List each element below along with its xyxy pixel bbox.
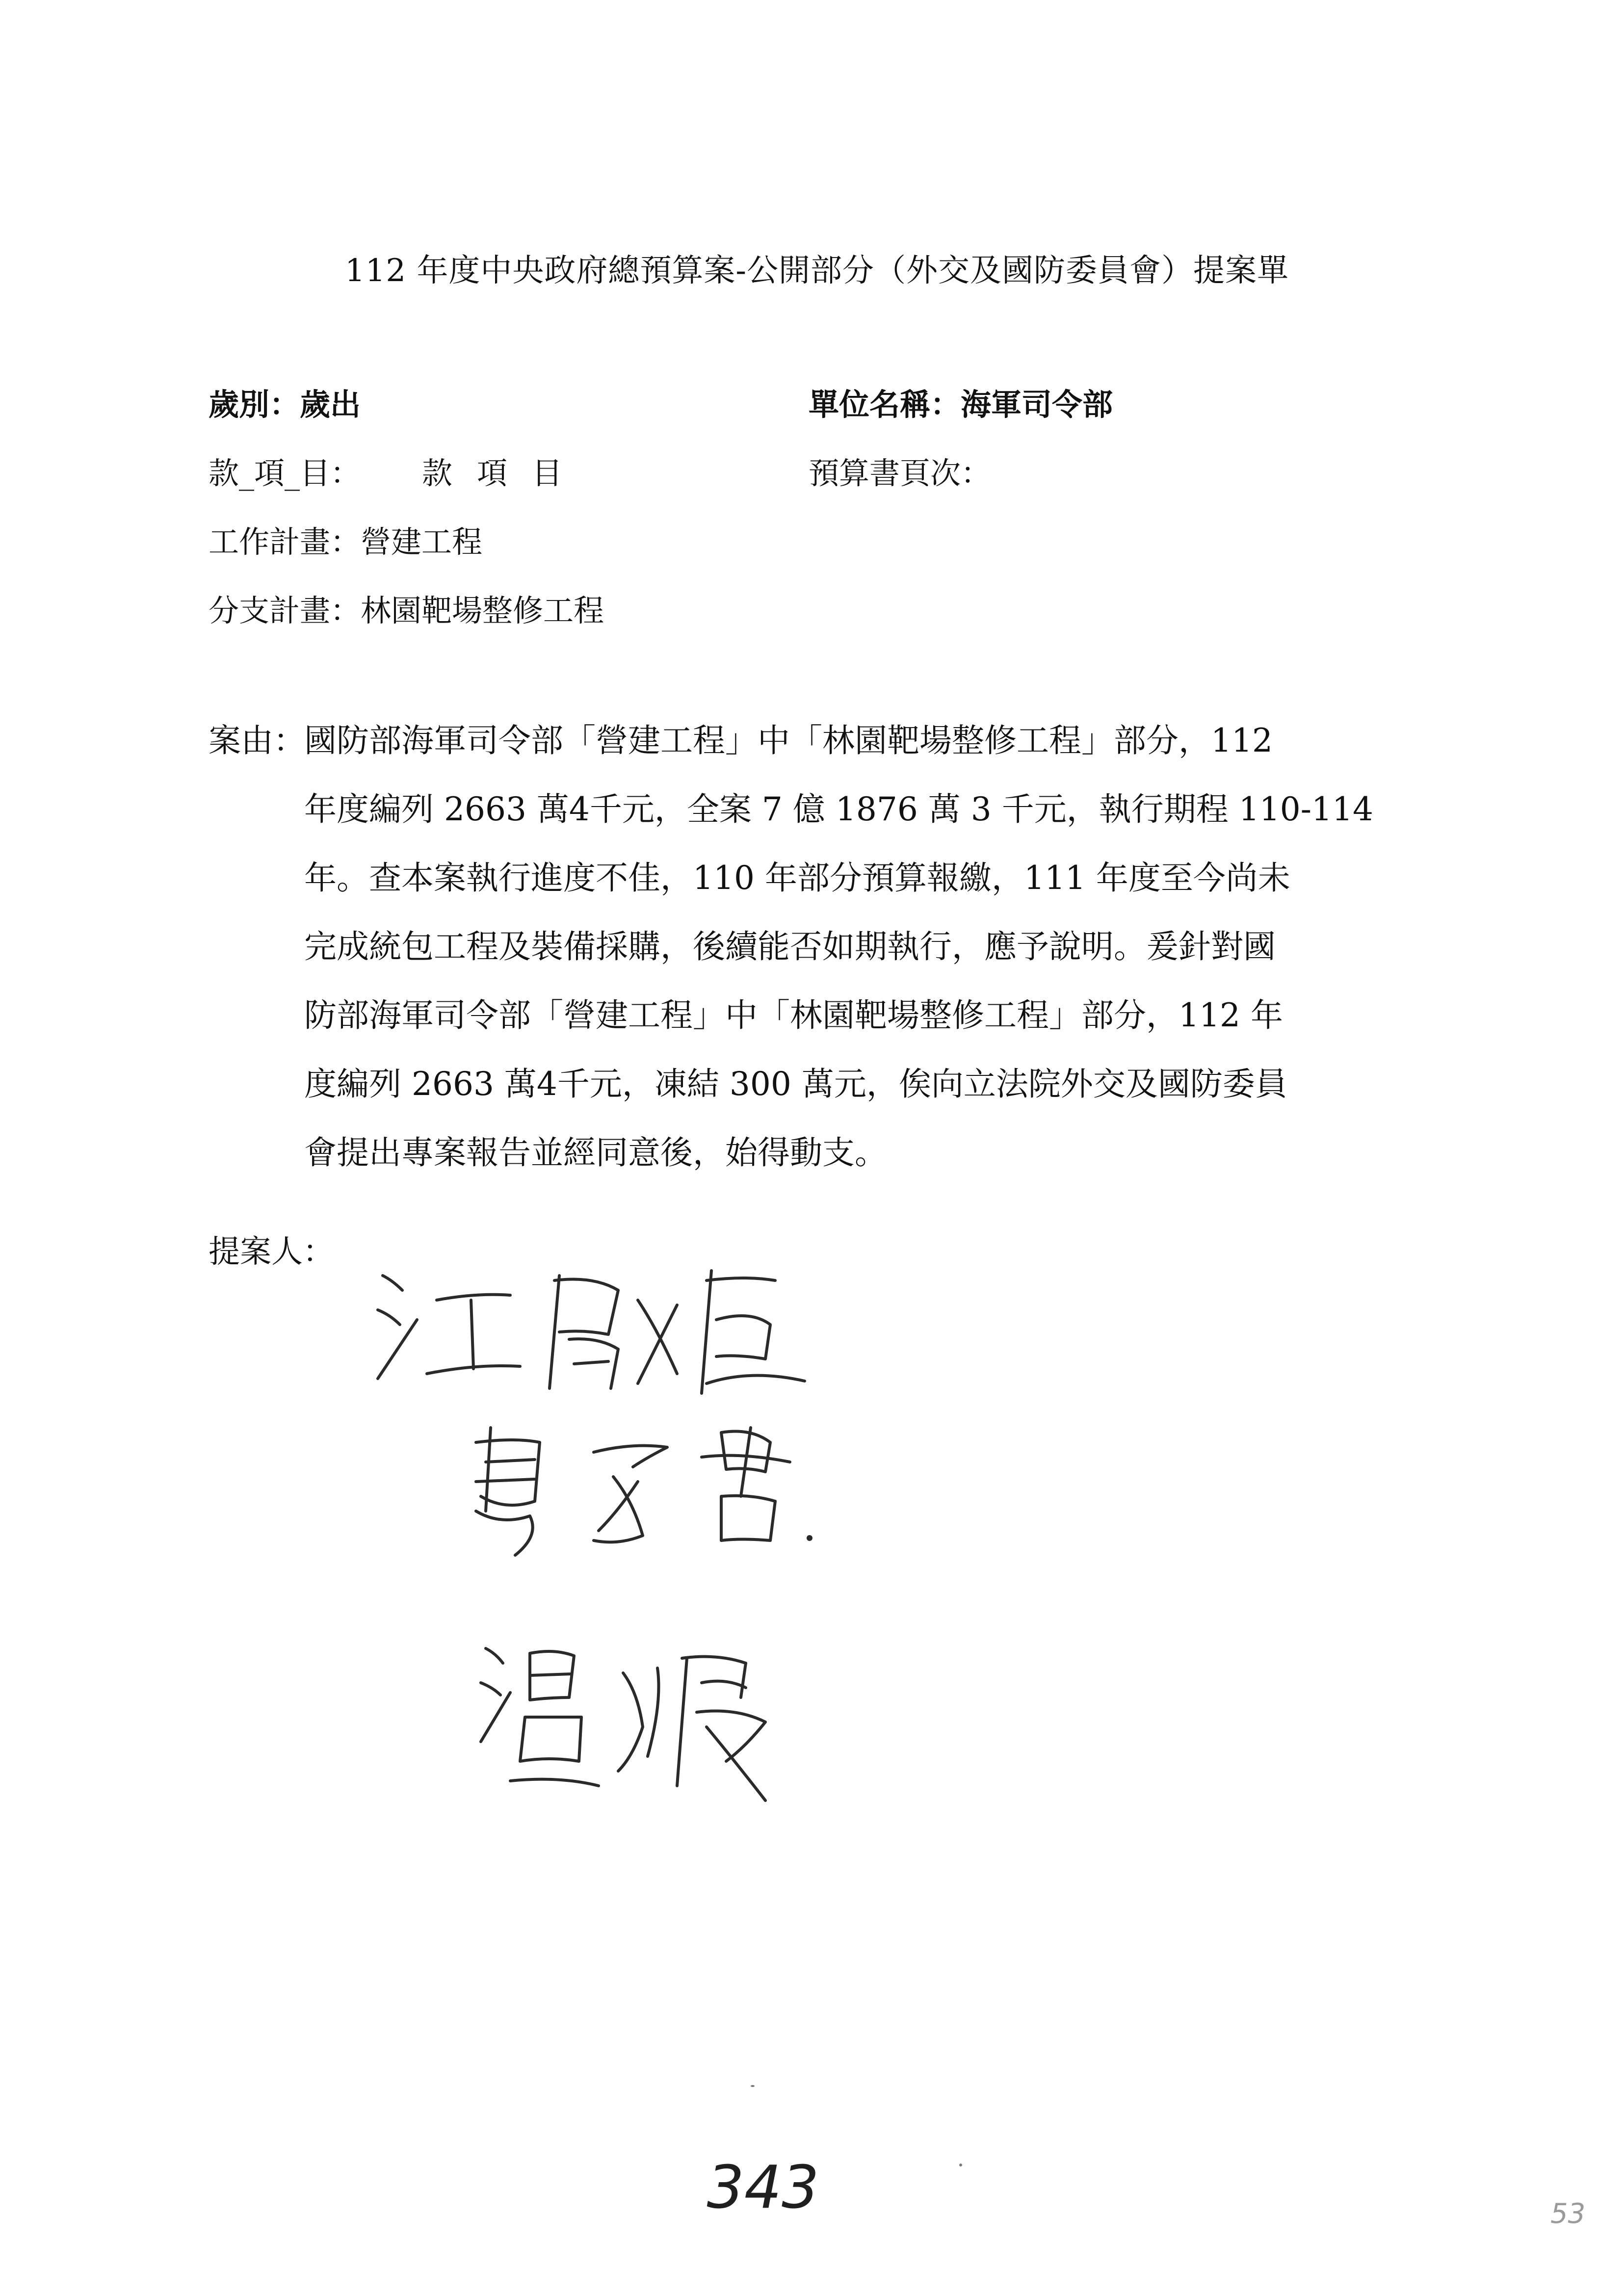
item-label: 款_項_目： <box>209 455 361 491</box>
signature-1 <box>363 1246 819 1403</box>
budget-page-label: 預算書頁次： <box>809 455 992 491</box>
case-line: 國防部海軍司令部「營建工程」中「林園靶場整修工程」部分，112 <box>304 722 1273 759</box>
signature-2 <box>456 1413 829 1560</box>
case-line: 防部海軍司令部「營建工程」中「林園靶場整修工程」部分，112 年 <box>304 996 1283 1034</box>
item-value: 款項目 <box>422 455 587 491</box>
document-title: 112 年度中央政府總預算案-公開部分（外交及國防委員會）提案單 <box>344 253 1289 289</box>
case-line: 年。查本案執行進度不佳，110 年部分預算報繳，111 年度至今尚未 <box>304 859 1290 897</box>
case-label: 案由： <box>209 722 306 759</box>
corner-number: 53 <box>1550 2198 1586 2230</box>
case-line: 完成統包工程及裝備採購，後續能否如期執行，應予說明。爰針對國 <box>304 928 1276 965</box>
signature-3 <box>471 1629 814 1805</box>
case-line: 會提出專案報告並經同意後，始得動支。 <box>304 1134 887 1172</box>
case-line: 度編列 2663 萬4千元，凍結 300 萬元，俟向立法院外交及國防委員 <box>304 1065 1287 1103</box>
page-number <box>682 2154 844 2222</box>
scan-speck <box>751 2085 755 2087</box>
year-category: 歲別：歲出 <box>209 387 361 422</box>
case-line: 年度編列 2663 萬4千元，全案 7 億 1876 萬 3 千元，執行期程 110-114 <box>304 790 1373 828</box>
unit-name: 單位名稱：海軍司令部 <box>809 387 1113 422</box>
proposer-label: 提案人： <box>209 1234 334 1270</box>
page-number-text: 343 <box>707 2154 819 2222</box>
sub-plan: 分支計畫：林園靶場整修工程 <box>209 593 604 628</box>
work-plan: 工作計畫：營建工程 <box>209 524 483 560</box>
case-text <box>304 706 1465 1187</box>
scan-speck <box>959 2164 962 2166</box>
